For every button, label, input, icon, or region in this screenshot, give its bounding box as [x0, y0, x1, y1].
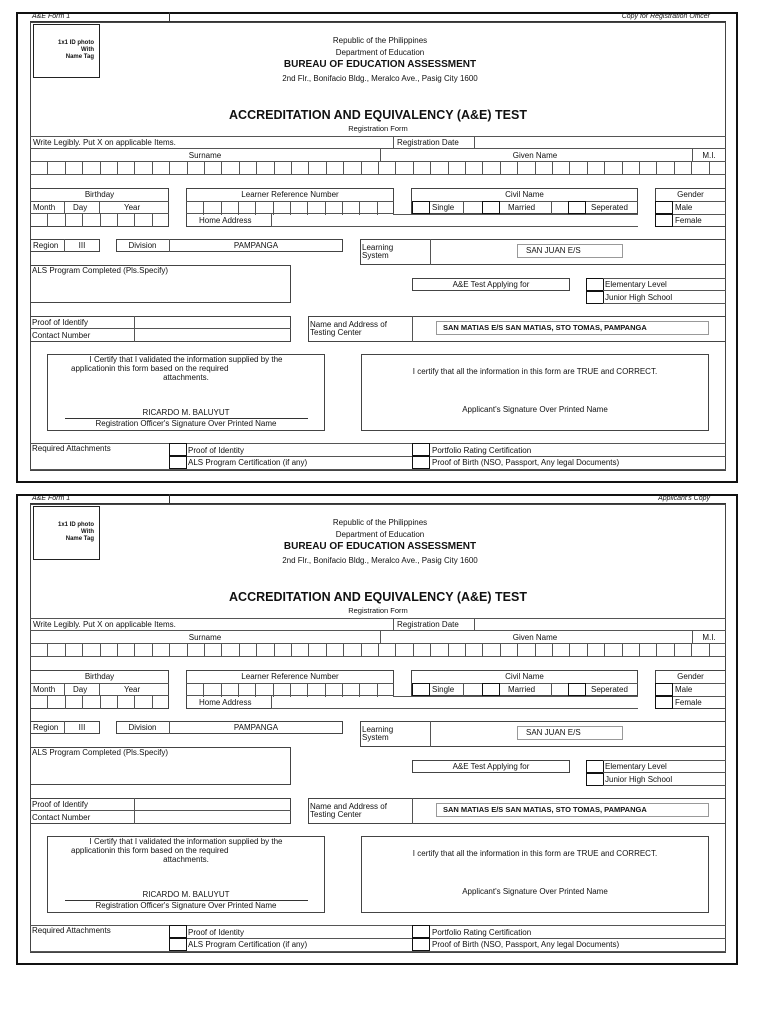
test-applying-label: A&E Test Applying for: [452, 762, 530, 771]
form-title: ACCREDITATION AND EQUIVALENCY (A&E) TEST: [229, 108, 527, 122]
name-letter-cell[interactable]: [517, 162, 518, 175]
attachments-label: Required Attachments: [32, 926, 111, 935]
divider: [411, 201, 638, 202]
officer-name: RICARDO M. BALUYUT: [142, 408, 230, 417]
male-label: Male: [675, 203, 693, 212]
officer-name: RICARDO M. BALUYUT: [142, 890, 230, 899]
header-divider: [169, 494, 170, 504]
learning-system-label-2: System: [362, 733, 389, 742]
name-letter-cell[interactable]: [395, 162, 396, 175]
officer-cert-line3: attachments.: [163, 373, 209, 382]
name-letter-cell[interactable]: [47, 162, 48, 175]
birthday-digit-cell[interactable]: [47, 214, 48, 227]
form-subtitle: Registration Form: [348, 606, 408, 615]
name-letter-cell[interactable]: [256, 162, 257, 175]
single-checkbox[interactable]: [412, 683, 430, 696]
surname-label: Surname: [188, 633, 222, 642]
name-letter-cell[interactable]: [117, 162, 118, 175]
contact-number-field[interactable]: [135, 811, 290, 823]
registration-form-officer-copy: [0, 0, 768, 482]
testing-center-field[interactable]: [436, 321, 709, 335]
divider: [187, 938, 726, 939]
seperated-label: Seperated: [591, 685, 628, 694]
name-letter-cell[interactable]: [430, 162, 431, 175]
lrn-digit-cell[interactable]: [221, 202, 222, 215]
instructions-text: Write Legibly. Put X on applicable Items.: [33, 138, 176, 147]
birthday-digit-cell[interactable]: [65, 696, 66, 709]
divider: [430, 721, 431, 747]
proof-of-identity-checkbox[interactable]: [169, 443, 187, 456]
name-letter-cell[interactable]: [500, 644, 501, 657]
seperated-checkbox[interactable]: [568, 201, 586, 214]
male-label: Male: [675, 685, 693, 694]
name-letter-cell[interactable]: [500, 162, 501, 175]
divider: [411, 683, 638, 684]
testing-center-value: SAN MATIAS E/S SAN MATIAS, STO TOMAS, PAMPANGA: [443, 323, 647, 332]
name-letter-cell[interactable]: [187, 162, 188, 175]
name-letter-cell[interactable]: [674, 162, 675, 175]
lrn-label: Learner Reference Number: [241, 672, 339, 681]
name-letter-cell[interactable]: [709, 162, 710, 175]
divider: [551, 201, 552, 214]
name-letter-cell[interactable]: [448, 162, 449, 175]
name-letter-cell[interactable]: [274, 162, 275, 175]
birthday-digit-cell[interactable]: [47, 696, 48, 709]
birthday-digit-cell[interactable]: [65, 214, 66, 227]
learning-system-label-2: System: [362, 251, 389, 260]
name-letter-cell[interactable]: [656, 644, 657, 657]
name-letter-cell[interactable]: [100, 162, 101, 175]
testing-center-label-2: Testing Center: [310, 328, 362, 337]
name-letter-cell[interactable]: [169, 644, 170, 657]
contact-number-label: Contact Number: [32, 813, 91, 822]
learning-system-value: SAN JUAN E/S: [526, 728, 581, 737]
home-address-field[interactable]: [271, 214, 638, 227]
registration-form-applicant-copy: [0, 482, 768, 964]
officer-cert-line2: applicationin this form based on the required: [71, 846, 229, 855]
proof-of-birth-label: Proof of Birth (NSO, Passport, Any legal Documents): [432, 458, 620, 467]
junior-high-label: Junior High School: [605, 775, 673, 784]
als-program-label: ALS Program Completed (Pls.Specify): [32, 748, 169, 757]
photo-box-line3: Name Tag: [65, 536, 94, 542]
portfolio-rating-label: Portfolio Rating Certification: [432, 446, 532, 455]
photo-box-line3: Name Tag: [65, 54, 94, 60]
name-letter-cell[interactable]: [639, 644, 640, 657]
testing-center-field[interactable]: [436, 803, 709, 817]
als-program-label: ALS Program Completed (Pls.Specify): [32, 266, 169, 275]
officer-cert-line1: I Certify that I validated the information supplied by the: [89, 837, 283, 846]
female-checkbox[interactable]: [655, 696, 673, 709]
birthday-digit-cell[interactable]: [82, 696, 83, 709]
name-letter-cell[interactable]: [100, 644, 101, 657]
name-letter-cell[interactable]: [622, 162, 623, 175]
form-title: ACCREDITATION AND EQUIVALENCY (A&E) TEST: [229, 590, 527, 604]
divider: [64, 683, 65, 696]
learning-system-value: SAN JUAN E/S: [526, 246, 581, 255]
bureau-address: 2nd Flr., Bonifacio Bldg., Meralco Ave., Pasig City 1600: [282, 556, 478, 565]
lrn-digit-cell[interactable]: [221, 684, 222, 697]
name-letter-cell[interactable]: [465, 644, 466, 657]
department-text: Department of Education: [335, 530, 425, 539]
birthday-digit-cell[interactable]: [82, 214, 83, 227]
learning-system-label-1: Learning: [362, 725, 394, 734]
learning-system-label-1: Learning: [362, 243, 394, 252]
birthday-digit-cell[interactable]: [117, 696, 118, 709]
married-checkbox[interactable]: [482, 201, 500, 214]
photo-box-line2: With: [81, 529, 94, 535]
name-letter-cell[interactable]: [152, 644, 153, 657]
name-letter-cell[interactable]: [517, 644, 518, 657]
bureau-address: 2nd Flr., Bonifacio Bldg., Meralco Ave., Pasig City 1600: [282, 74, 478, 83]
portfolio-rating-label: Portfolio Rating Certification: [432, 928, 532, 937]
birthday-year-label: Year: [124, 203, 141, 212]
home-address-label: Home Address: [199, 698, 252, 707]
testing-center-label-1: Name and Address of: [310, 320, 387, 329]
name-letter-cell[interactable]: [221, 162, 222, 175]
divider: [393, 136, 394, 149]
divider: [393, 618, 394, 631]
female-checkbox[interactable]: [655, 214, 673, 227]
mi-label: M.I.: [702, 151, 716, 160]
name-letter-cell[interactable]: [482, 162, 483, 175]
officer-cert-line2: applicationin this form based on the required: [71, 364, 229, 373]
name-letter-cell[interactable]: [465, 162, 466, 175]
photo-box-line1: 1x1 ID photo: [57, 40, 94, 46]
name-letter-cell[interactable]: [639, 162, 640, 175]
elementary-label: Elementary Level: [605, 762, 667, 771]
photo-box-line1: 1x1 ID photo: [57, 522, 94, 528]
name-letter-cell[interactable]: [552, 162, 553, 175]
name-letter-cell[interactable]: [535, 162, 536, 175]
married-checkbox[interactable]: [482, 683, 500, 696]
elementary-checkbox[interactable]: [586, 278, 604, 291]
elementary-label: Elementary Level: [605, 280, 667, 289]
frame-right-line: [736, 12, 738, 482]
proof-identity-field[interactable]: [135, 317, 290, 328]
male-checkbox[interactable]: [655, 683, 673, 696]
attachments-label: Required Attachments: [32, 444, 111, 453]
civil-status-label: Civil Name: [505, 190, 544, 199]
name-letter-cell[interactable]: [604, 162, 605, 175]
proof-of-birth-label: Proof of Birth (NSO, Passport, Any legal Documents): [432, 940, 620, 949]
proof-identity-label: Proof of Identify: [32, 800, 89, 809]
name-letter-cell[interactable]: [343, 162, 344, 175]
name-letter-cell[interactable]: [569, 162, 570, 175]
testing-center-value: SAN MATIAS E/S SAN MATIAS, STO TOMAS, PAMPANGA: [443, 805, 647, 814]
married-label: Married: [508, 203, 536, 212]
home-address-label: Home Address: [199, 216, 252, 225]
frame-bottom-line: [16, 963, 738, 965]
single-label: Single: [432, 203, 455, 212]
seperated-checkbox[interactable]: [568, 683, 586, 696]
form-id-label: A&E Form 1: [32, 13, 71, 20]
single-checkbox[interactable]: [412, 201, 430, 214]
name-letter-cell[interactable]: [239, 162, 240, 175]
divider: [393, 214, 638, 215]
birthday-day-label: Day: [73, 685, 88, 694]
region-label: Region: [33, 241, 59, 250]
republic-text: Republic of the Philippines: [332, 36, 428, 45]
division-label: Division: [128, 723, 157, 732]
divider: [412, 316, 413, 342]
divider: [463, 201, 464, 214]
contact-number-label: Contact Number: [32, 331, 91, 340]
birthday-digit-cell[interactable]: [152, 214, 153, 227]
junior-high-checkbox[interactable]: [586, 291, 604, 304]
lrn-digit-cell[interactable]: [203, 684, 204, 697]
frame-right-line: [736, 494, 738, 964]
lrn-digit-cell[interactable]: [255, 202, 256, 215]
name-letter-cell[interactable]: [204, 162, 205, 175]
birthday-label: Birthday: [84, 672, 115, 681]
given-name-label: Given Name: [512, 151, 558, 160]
name-letter-cell[interactable]: [239, 644, 240, 657]
name-letter-cell[interactable]: [395, 644, 396, 657]
birthday-digit-cell[interactable]: [117, 214, 118, 227]
given-name-label: Given Name: [512, 633, 558, 642]
birthday-digit-cell[interactable]: [134, 696, 135, 709]
lrn-digit-cell[interactable]: [238, 202, 239, 215]
division-label: Division: [128, 241, 157, 250]
name-letter-cell[interactable]: [308, 162, 309, 175]
name-letter-cell[interactable]: [535, 644, 536, 657]
als-certification-checkbox[interactable]: [169, 456, 187, 469]
form-id-label: A&E Form 1: [32, 495, 71, 502]
name-letter-cell[interactable]: [413, 162, 414, 175]
proof-identity-label: Proof of Identify: [32, 318, 89, 327]
married-label: Married: [508, 685, 536, 694]
junior-high-checkbox[interactable]: [586, 773, 604, 786]
name-letter-cell[interactable]: [656, 162, 657, 175]
name-letter-cell[interactable]: [569, 644, 570, 657]
proof-of-birth-checkbox[interactable]: [412, 938, 430, 951]
registration-date-field[interactable]: [474, 618, 726, 631]
divider: [99, 683, 100, 696]
name-letter-cell[interactable]: [587, 644, 588, 657]
birthday-month-label: Month: [33, 685, 56, 694]
seperated-label: Seperated: [591, 203, 628, 212]
name-letter-cell[interactable]: [587, 162, 588, 175]
applicant-signature-caption: Applicant's Signature Over Printed Name: [462, 887, 608, 896]
proof-identity-field[interactable]: [135, 799, 290, 810]
name-letter-cell[interactable]: [82, 644, 83, 657]
registration-date-label: Registration Date: [397, 138, 459, 147]
lrn-digit-grid[interactable]: [186, 683, 394, 696]
lrn-label: Learner Reference Number: [241, 190, 339, 199]
name-letter-cell[interactable]: [65, 162, 66, 175]
name-letter-cell[interactable]: [482, 644, 483, 657]
name-letter-cell[interactable]: [134, 162, 135, 175]
home-address-field[interactable]: [271, 696, 638, 709]
name-letter-cell[interactable]: [709, 644, 710, 657]
applicant-certification-box: [361, 836, 709, 913]
name-letter-cell[interactable]: [134, 644, 135, 657]
birthday-digit-cell[interactable]: [100, 214, 101, 227]
name-letter-cell[interactable]: [82, 162, 83, 175]
name-letter-cell[interactable]: [448, 644, 449, 657]
region-value[interactable]: III: [78, 241, 86, 250]
bureau-text: BUREAU OF EDUCATION ASSESSMENT: [283, 541, 477, 552]
gender-label: Gender: [677, 190, 704, 199]
divider: [99, 201, 100, 214]
divider: [551, 683, 552, 696]
lrn-digit-cell[interactable]: [238, 684, 239, 697]
region-value[interactable]: III: [78, 723, 86, 732]
als-certification-label: ALS Program Certification (if any): [188, 458, 308, 467]
name-letter-cell[interactable]: [361, 162, 362, 175]
divider: [412, 798, 413, 824]
instructions-text: Write Legibly. Put X on applicable Items.: [33, 620, 176, 629]
proof-of-birth-checkbox[interactable]: [412, 456, 430, 469]
test-applying-label: A&E Test Applying for: [452, 280, 530, 289]
applicant-cert-statement: I certify that all the information in this form are TRUE and CORRECT.: [412, 849, 658, 858]
officer-cert-line3: attachments.: [163, 855, 209, 864]
testing-center-label-2: Testing Center: [310, 810, 362, 819]
birthday-digit-grid[interactable]: [30, 214, 169, 227]
proof-of-identity-checkbox[interactable]: [169, 925, 187, 938]
republic-text: Republic of the Philippines: [332, 518, 428, 527]
division-value[interactable]: PAMPANGA: [233, 723, 279, 732]
copy-label: Applicant's Copy: [658, 495, 710, 502]
als-certification-label: ALS Program Certification (if any): [188, 940, 308, 949]
name-letter-cell[interactable]: [47, 644, 48, 657]
name-letter-cell[interactable]: [308, 644, 309, 657]
registration-date-field[interactable]: [474, 136, 726, 149]
birthday-month-label: Month: [33, 203, 56, 212]
name-letter-grid[interactable]: [30, 162, 726, 175]
junior-high-label: Junior High School: [605, 293, 673, 302]
department-text: Department of Education: [335, 48, 425, 57]
name-letter-cell[interactable]: [117, 644, 118, 657]
name-letter-cell[interactable]: [326, 162, 327, 175]
region-label: Region: [33, 723, 59, 732]
name-letter-cell[interactable]: [274, 644, 275, 657]
name-letter-grid[interactable]: [30, 644, 726, 657]
female-label: Female: [675, 698, 702, 707]
division-value[interactable]: PAMPANGA: [233, 241, 279, 250]
name-letter-cell[interactable]: [221, 644, 222, 657]
surname-label: Surname: [188, 151, 222, 160]
divider: [463, 683, 464, 696]
officer-cert-line1: I Certify that I validated the information supplied by the: [89, 355, 283, 364]
birthday-day-label: Day: [73, 203, 88, 212]
name-letter-cell[interactable]: [169, 162, 170, 175]
copy-label: Copy for Registration Officer: [621, 13, 710, 20]
applicant-signature-caption: Applicant's Signature Over Printed Name: [462, 405, 608, 414]
name-letter-cell[interactable]: [604, 644, 605, 657]
birthday-digit-grid[interactable]: [30, 696, 169, 709]
photo-box: [33, 24, 100, 78]
name-letter-cell[interactable]: [291, 644, 292, 657]
name-letter-cell[interactable]: [204, 644, 205, 657]
form-subtitle: Registration Form: [348, 124, 408, 133]
name-letter-cell[interactable]: [187, 644, 188, 657]
name-letter-cell[interactable]: [622, 644, 623, 657]
elementary-checkbox[interactable]: [586, 760, 604, 773]
civil-status-label: Civil Name: [505, 672, 544, 681]
birthday-digit-cell[interactable]: [152, 696, 153, 709]
name-letter-cell[interactable]: [361, 644, 362, 657]
proof-of-identity-label: Proof of Identity: [188, 446, 245, 455]
als-certification-checkbox[interactable]: [169, 938, 187, 951]
divider: [393, 696, 638, 697]
mi-label: M.I.: [702, 633, 716, 642]
contact-number-field[interactable]: [135, 329, 290, 341]
name-letter-cell[interactable]: [430, 644, 431, 657]
learning-system-field[interactable]: [517, 726, 623, 740]
divider: [430, 239, 431, 265]
proof-of-identity-label: Proof of Identity: [188, 928, 245, 937]
name-letter-cell[interactable]: [152, 162, 153, 175]
officer-signature-caption: Registration Officer's Signature Over Printed Name: [95, 901, 277, 910]
divider: [187, 456, 726, 457]
lrn-digit-grid[interactable]: [186, 201, 394, 214]
birthday-label: Birthday: [84, 190, 115, 199]
gender-label: Gender: [677, 672, 704, 681]
male-checkbox[interactable]: [655, 201, 673, 214]
name-letter-cell[interactable]: [378, 162, 379, 175]
single-label: Single: [432, 685, 455, 694]
name-letter-cell[interactable]: [413, 644, 414, 657]
birthday-digit-cell[interactable]: [100, 696, 101, 709]
name-letter-cell[interactable]: [691, 644, 692, 657]
name-letter-cell[interactable]: [674, 644, 675, 657]
frame-left-line: [16, 494, 18, 964]
name-letter-cell[interactable]: [291, 162, 292, 175]
portfolio-rating-checkbox[interactable]: [412, 443, 430, 456]
name-letter-cell[interactable]: [552, 644, 553, 657]
applicant-certification-box: [361, 354, 709, 431]
name-letter-cell[interactable]: [65, 644, 66, 657]
testing-center-label-1: Name and Address of: [310, 802, 387, 811]
name-letter-cell[interactable]: [326, 644, 327, 657]
header-divider: [169, 12, 170, 22]
lrn-digit-cell[interactable]: [203, 202, 204, 215]
frame-left-line: [16, 12, 18, 482]
photo-box-line2: With: [81, 47, 94, 53]
portfolio-rating-checkbox[interactable]: [412, 925, 430, 938]
applicant-cert-statement: I certify that all the information in this form are TRUE and CORRECT.: [412, 367, 658, 376]
divider: [64, 201, 65, 214]
birthday-year-label: Year: [124, 685, 141, 694]
lrn-digit-cell[interactable]: [255, 684, 256, 697]
name-letter-cell[interactable]: [343, 644, 344, 657]
learning-system-field[interactable]: [517, 244, 623, 258]
name-letter-cell[interactable]: [691, 162, 692, 175]
photo-box: [33, 506, 100, 560]
name-letter-cell[interactable]: [378, 644, 379, 657]
female-label: Female: [675, 216, 702, 225]
registration-date-label: Registration Date: [397, 620, 459, 629]
bureau-text: BUREAU OF EDUCATION ASSESSMENT: [283, 59, 477, 70]
officer-signature-caption: Registration Officer's Signature Over Printed Name: [95, 419, 277, 428]
birthday-digit-cell[interactable]: [134, 214, 135, 227]
name-letter-cell[interactable]: [256, 644, 257, 657]
